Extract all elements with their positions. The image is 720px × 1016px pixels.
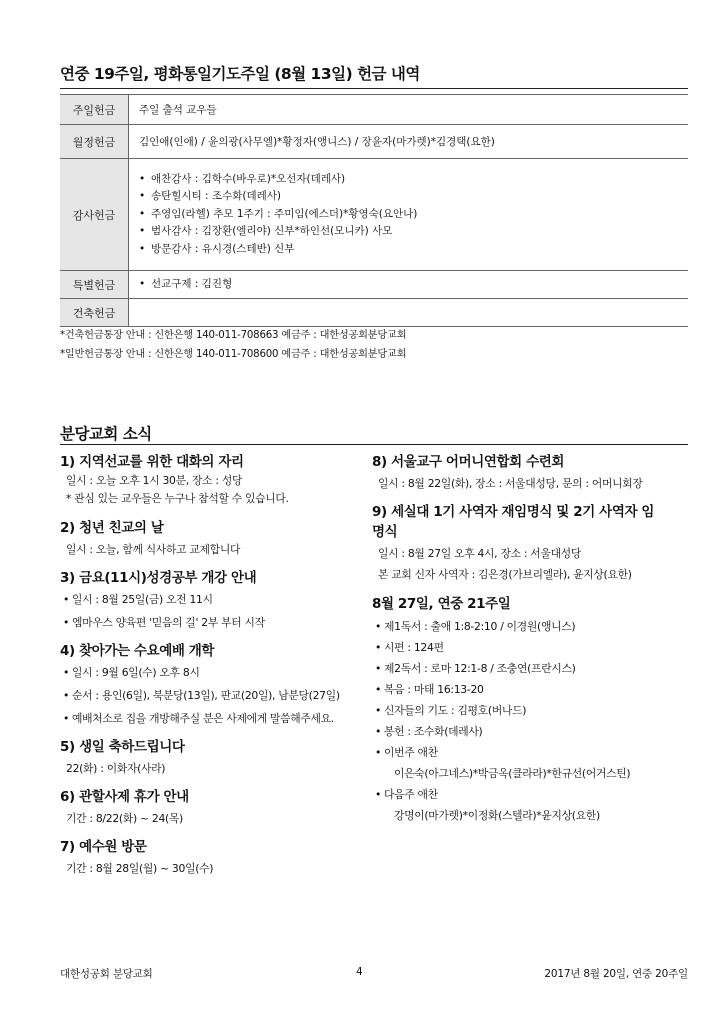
news-line: • 이번주 애찬 (372, 744, 692, 762)
footer-right: 2017년 8월 20일, 연중 20주일 (544, 968, 688, 980)
row-label: 감사헌금 (60, 159, 129, 271)
news-line: • 시편 : 124편 (372, 639, 692, 657)
news-line: • 복음 : 마태 16:13-20 (372, 681, 692, 699)
news-line: • 신자들의 기도 : 김평호(버나드) (372, 702, 692, 720)
news-heading: 2) 청년 친교의 날 (60, 520, 164, 536)
row-value (129, 299, 689, 327)
news-line: • 봉헌 : 조수화(데레사) (372, 723, 692, 741)
news-line: 기간 : 8월 28일(월) ~ 30일(수) (66, 862, 214, 875)
news-line: 일시 : 오늘 오후 1시 30분, 장소 : 성당 (66, 474, 243, 487)
row-label: 건축헌금 (60, 299, 129, 327)
offering-title-rule (60, 88, 688, 89)
account-note: *일반헌금통장 안내 : 신한은행 140-011-708600 예금주 : 대한성공회분당교회 (60, 349, 407, 360)
news-line: • 제2독서 : 로마 12:1-8 / 조충연(프란시스) (372, 660, 692, 678)
news-line: 이은숙(아그네스)*박금옥(클라라)*한규선(어거스틴) (394, 767, 631, 780)
news-line: 일시 : 8월 27일 오후 4시, 장소 : 서울대성당 (378, 547, 581, 560)
news-line: • 엠마우스 양육편 '믿음의 길' 2부 부터 시작 (60, 614, 360, 632)
news-item (60, 452, 360, 508)
news-heading: 4) 찾아가는 수요예배 개학 (60, 643, 215, 659)
news-line: • 제1독서 : 출애 1:8-2:10 / 이경원(앵니스) (372, 618, 692, 636)
offering-table (60, 94, 688, 327)
row-value: 주일 출석 교우들 (129, 95, 689, 125)
list-item: • 방문감사 : 유시경(스테반) 신부 (139, 241, 688, 259)
row-label: 주일헌금 (60, 95, 129, 125)
news-heading: 8) 서울교구 어머니연합회 수련회 (372, 454, 564, 470)
news-heading: 9) 세실대 1기 사역자 재임명식 및 2기 사역자 임명식 (372, 504, 655, 540)
news-heading: 7) 예수원 방문 (60, 839, 147, 855)
news-item (60, 837, 360, 878)
offering-row (60, 271, 688, 299)
page-number: 4 (356, 966, 363, 978)
offering-title: 연중 19주일, 평화통일기도주일 (8월 13일) 헌금 내역 (60, 65, 420, 83)
news-item (60, 787, 360, 828)
news-line: 기간 : 8/22(화) ~ 24(목) (66, 812, 183, 825)
news-heading: 1) 지역선교를 위한 대화의 자리 (60, 454, 244, 470)
news-line: • 일시 : 8월 25일(금) 오전 11시 (60, 591, 360, 609)
list-item: • 선교구제 : 김진형 (139, 276, 688, 294)
news-item (60, 641, 360, 728)
row-label: 월정헌금 (60, 125, 129, 159)
news-item (60, 518, 360, 559)
news-left-column (60, 444, 360, 878)
row-label: 특별헌금 (60, 271, 129, 299)
offering-row (60, 125, 688, 159)
news-item (60, 737, 360, 778)
news-line: 강명이(마가렛)*이정화(스텔라)*윤지상(요한) (394, 809, 600, 822)
news-heading: 6) 관할사제 휴가 안내 (60, 789, 189, 805)
news-item (372, 594, 692, 825)
thanks-list (139, 171, 688, 259)
news-line: • 순서 : 용인(6일), 북분당(13일), 판교(20일), 남분당(27일) (60, 687, 360, 705)
list-item: • 송탄힐시티 : 조수화(데레사) (139, 188, 688, 206)
news-line: 본 교회 신자 사역자 : 김은경(가브리엘라), 윤지상(요한) (378, 568, 632, 581)
news-line: 일시 : 오늘, 함께 식사하고 교제합니다 (66, 543, 241, 556)
news-item (372, 452, 692, 493)
news-item (60, 568, 360, 632)
news-line: * 관심 있는 교우들은 누구나 참석할 수 있습니다. (66, 492, 289, 505)
offering-row (60, 299, 688, 327)
list-item: • 주영임(라헬) 추모 1주기 : 주미임(에스더)*황영숙(요안나) (139, 206, 688, 224)
list-item: • 애찬감사 : 김학수(바우로)*오선자(데레사) (139, 171, 688, 189)
news-item (372, 502, 692, 584)
list-item: • 범사감사 : 김장환(엘리야) 신부*하인선(모니카) 사모 (139, 223, 688, 241)
special-list (139, 276, 688, 294)
account-note: *건축헌금통장 안내 : 신한은행 140-011-708663 예금주 : 대한성공회분당교회 (60, 330, 407, 341)
news-line: 22(화) : 이화자(사라) (66, 762, 166, 775)
news-heading: 5) 생일 축하드립니다 (60, 739, 185, 755)
news-heading: 3) 금요(11시)성경공부 개강 안내 (60, 570, 257, 586)
news-title: 분당교회 소식 (60, 425, 152, 443)
news-right-column (372, 444, 692, 825)
news-line: • 다음주 애찬 (372, 786, 692, 804)
news-line: • 일시 : 9월 6일(수) 오후 8시 (60, 664, 360, 682)
offering-row (60, 95, 688, 125)
news-line: 일시 : 8월 22일(화), 장소 : 서울대성당, 문의 : 어머니회장 (378, 477, 643, 490)
row-value: 김인애(인애) / 윤의광(사무엘)*황정자(앵니스) / 장윤자(마가렛)*김경택(요한) (129, 125, 689, 159)
offering-row (60, 159, 688, 271)
news-heading: 8월 27일, 연중 21주일 (372, 596, 511, 612)
footer-left: 대한성공회 분당교회 (60, 968, 153, 980)
news-line: • 예배처소로 집을 개방해주실 분은 사제에게 말씀해주세요. (60, 710, 360, 728)
